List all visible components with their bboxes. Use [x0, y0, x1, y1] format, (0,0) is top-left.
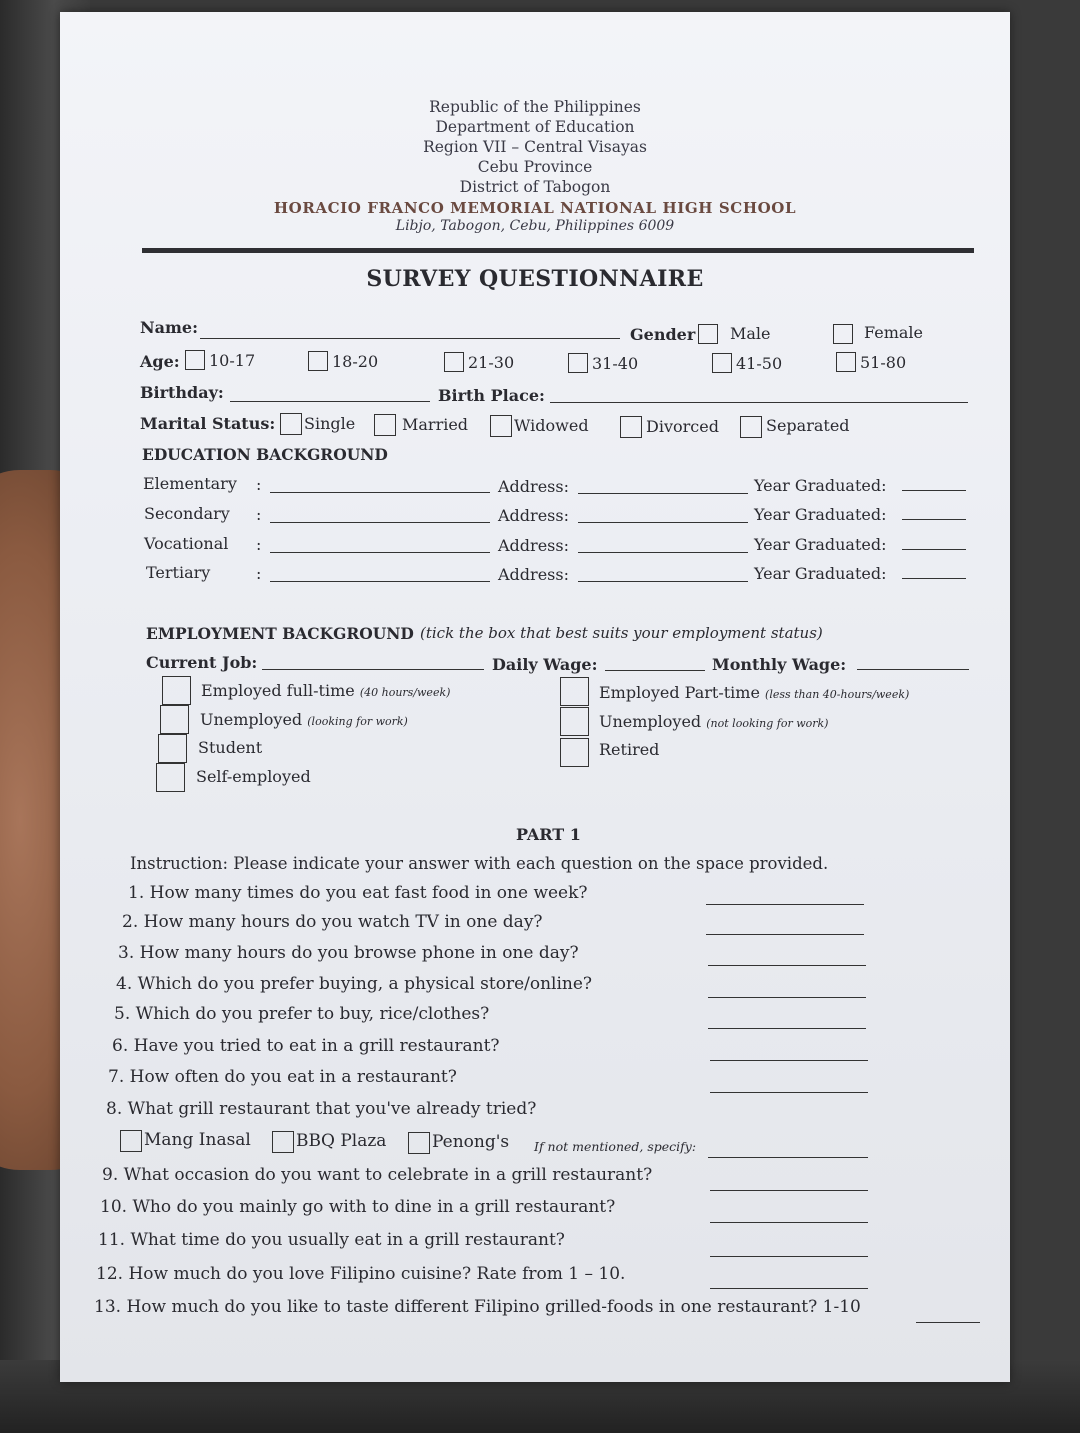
employment-note: (tick the box that best suits your employment status) [420, 624, 823, 642]
mang-inasal-checkbox[interactable] [120, 1130, 142, 1152]
page-title: SURVEY QUESTIONNAIRE [366, 266, 704, 292]
age-18-20-checkbox[interactable] [308, 351, 328, 371]
age-51-80-checkbox[interactable] [836, 352, 856, 372]
question-6: 6. Have you tried to eat in a grill restaurant? [112, 1036, 500, 1056]
vocational-address-label: Address: [498, 536, 569, 555]
elementary-year-field[interactable] [902, 490, 966, 491]
marital-separated-checkbox[interactable] [740, 416, 762, 438]
age-10-17-label: 10-17 [209, 351, 256, 370]
unemployed-not-looking-label: Unemployed (not looking for work) [599, 712, 829, 731]
employed-full-time-label: Employed full-time (40 hours/week) [201, 681, 451, 700]
retired-label: Retired [599, 740, 660, 759]
header-divider [142, 248, 974, 253]
education-level-tertiary: Tertiary [146, 563, 211, 582]
answer-3-field[interactable] [708, 965, 866, 966]
vocational-school-field[interactable] [270, 552, 490, 553]
answer-13-field[interactable] [916, 1322, 980, 1323]
tertiary-school-field[interactable] [270, 581, 490, 582]
answer-10-field[interactable] [710, 1222, 868, 1223]
age-18-20-label: 18-20 [332, 352, 379, 371]
birthplace-field[interactable] [550, 402, 968, 403]
education-level-vocational: Vocational [144, 534, 229, 553]
current-job-field[interactable] [262, 669, 484, 670]
bbq-plaza-label: BBQ Plaza [296, 1131, 387, 1151]
marital-married-label: Married [402, 415, 469, 434]
age-31-40-checkbox[interactable] [568, 353, 588, 373]
part1-heading: PART 1 [516, 825, 581, 844]
birthday-field[interactable] [230, 401, 430, 402]
part1-instruction: Instruction: Please indicate your answer with each question on the space provided. [130, 854, 829, 873]
employment-heading: EMPLOYMENT BACKGROUND [146, 624, 414, 643]
age-41-50-checkbox[interactable] [712, 353, 732, 373]
school-address: Libjo, Tabogon, Cebu, Philippines 6009 [395, 218, 675, 234]
education-colon: : [256, 564, 262, 583]
secondary-year-label: Year Graduated: [754, 505, 887, 524]
penongs-checkbox[interactable] [408, 1132, 430, 1154]
age-10-17-checkbox[interactable] [185, 350, 205, 370]
gender-label: Gender [630, 325, 696, 344]
question-1: 1. How many times do you eat fast food in one week? [128, 883, 588, 903]
header-region: Region VII – Central Visayas [423, 138, 647, 156]
header-department: Department of Education [435, 118, 635, 136]
answer-2-field[interactable] [706, 934, 864, 935]
marital-single-label: Single [304, 414, 356, 433]
marital-widowed-checkbox[interactable] [490, 415, 512, 437]
education-heading: EDUCATION BACKGROUND [142, 445, 388, 464]
question-12: 12. How much do you love Filipino cuisine? Rate from 1 – 10. [96, 1264, 626, 1284]
tertiary-address-label: Address: [498, 565, 569, 584]
answer-1-field[interactable] [706, 904, 864, 905]
age-51-80-label: 51-80 [860, 353, 907, 372]
tertiary-year-label: Year Graduated: [754, 564, 887, 583]
question-7: 7. How often do you eat in a restaurant? [108, 1067, 457, 1087]
answer-6-field[interactable] [710, 1060, 868, 1061]
marital-single-checkbox[interactable] [280, 413, 302, 435]
birthday-label: Birthday: [140, 383, 224, 402]
vocational-year-field[interactable] [902, 549, 966, 550]
secondary-year-field[interactable] [902, 519, 966, 520]
answer-12-field[interactable] [710, 1288, 868, 1289]
answer-4-field[interactable] [708, 997, 866, 998]
vocational-year-label: Year Graduated: [754, 535, 887, 554]
header-district: District of Tabogon [459, 178, 611, 196]
age-label: Age: [140, 352, 180, 371]
gender-male-checkbox[interactable] [698, 324, 718, 344]
survey-paper [60, 12, 1010, 1382]
name-label: Name: [140, 318, 199, 337]
self-employed-checkbox[interactable] [156, 763, 185, 792]
marital-married-checkbox[interactable] [374, 414, 396, 436]
age-41-50-label: 41-50 [736, 354, 783, 373]
age-21-30-checkbox[interactable] [444, 352, 464, 372]
birthplace-label: Birth Place: [438, 386, 545, 405]
marital-divorced-checkbox[interactable] [620, 416, 642, 438]
question-8: 8. What grill restaurant that you've already tried? [106, 1099, 537, 1119]
school-name: HORACIO FRANCO MEMORIAL NATIONAL HIGH SCHOOL [273, 199, 797, 217]
marital-status-label: Marital Status: [140, 414, 276, 433]
question-3: 3. How many hours do you browse phone in one day? [118, 943, 579, 963]
daily-wage-field[interactable] [605, 670, 705, 671]
student-label: Student [198, 738, 263, 757]
unemployed-looking-label: Unemployed (looking for work) [200, 710, 408, 729]
unemployed-looking-checkbox[interactable] [160, 705, 189, 734]
secondary-address-label: Address: [498, 506, 569, 525]
tertiary-year-field[interactable] [902, 578, 966, 579]
marital-widowed-label: Widowed [514, 416, 589, 435]
q8-specify-label: If not mentioned, specify: [534, 1139, 697, 1154]
answer-8-specify-field[interactable] [708, 1157, 868, 1158]
employed-full-time-checkbox[interactable] [162, 676, 191, 705]
current-job-label: Current Job: [146, 653, 258, 672]
answer-11-field[interactable] [710, 1256, 868, 1257]
question-11: 11. What time do you usually eat in a grill restaurant? [98, 1230, 565, 1250]
bbq-plaza-checkbox[interactable] [272, 1131, 294, 1153]
marital-separated-label: Separated [766, 416, 850, 435]
question-2: 2. How many hours do you watch TV in one day? [122, 912, 543, 932]
education-level-elementary: Elementary [143, 474, 237, 493]
tertiary-address-field[interactable] [578, 581, 748, 582]
monthly-wage-label: Monthly Wage: [712, 655, 847, 674]
gender-female-label: Female [864, 323, 923, 342]
elementary-address-label: Address: [498, 477, 569, 496]
retired-checkbox[interactable] [560, 738, 589, 767]
elementary-school-field[interactable] [270, 492, 490, 493]
question-5: 5. Which do you prefer to buy, rice/clothes? [114, 1004, 490, 1024]
gender-female-checkbox[interactable] [833, 324, 853, 344]
education-colon: : [256, 505, 262, 524]
elementary-address-field[interactable] [578, 493, 748, 494]
education-colon: : [256, 535, 262, 554]
penongs-label: Penong's [432, 1132, 510, 1152]
student-checkbox[interactable] [158, 734, 187, 763]
elementary-year-label: Year Graduated: [754, 476, 887, 495]
answer-7-field[interactable] [710, 1092, 868, 1093]
unemployed-not-looking-checkbox[interactable] [560, 707, 589, 736]
answer-9-field[interactable] [710, 1190, 868, 1191]
mang-inasal-label: Mang Inasal [144, 1130, 251, 1150]
question-4: 4. Which do you prefer buying, a physical store/online? [116, 974, 593, 994]
education-colon: : [256, 475, 262, 494]
employed-part-time-label: Employed Part-time (less than 40-hours/week) [599, 683, 910, 702]
vocational-address-field[interactable] [578, 552, 748, 553]
name-field[interactable] [200, 338, 620, 339]
daily-wage-label: Daily Wage: [492, 655, 598, 674]
age-31-40-label: 31-40 [592, 354, 639, 373]
self-employed-label: Self-employed [196, 767, 311, 786]
employed-part-time-checkbox[interactable] [560, 677, 589, 706]
question-9: 9. What occasion do you want to celebrate in a grill restaurant? [102, 1165, 653, 1185]
gender-male-label: Male [730, 324, 771, 343]
question-10: 10. Who do you mainly go with to dine in a grill restaurant? [100, 1197, 616, 1217]
marital-divorced-label: Divorced [646, 417, 719, 436]
monthly-wage-field[interactable] [857, 669, 969, 670]
question-13: 13. How much do you like to taste different Filipino grilled-foods in one restaurant? 1-10 [94, 1297, 861, 1317]
answer-5-field[interactable] [708, 1028, 866, 1029]
secondary-school-field[interactable] [270, 522, 490, 523]
education-level-secondary: Secondary [144, 504, 230, 523]
header-province: Cebu Province [477, 158, 593, 176]
header-republic: Republic of the Philippines [429, 98, 641, 116]
age-21-30-label: 21-30 [468, 353, 515, 372]
secondary-address-field[interactable] [578, 522, 748, 523]
